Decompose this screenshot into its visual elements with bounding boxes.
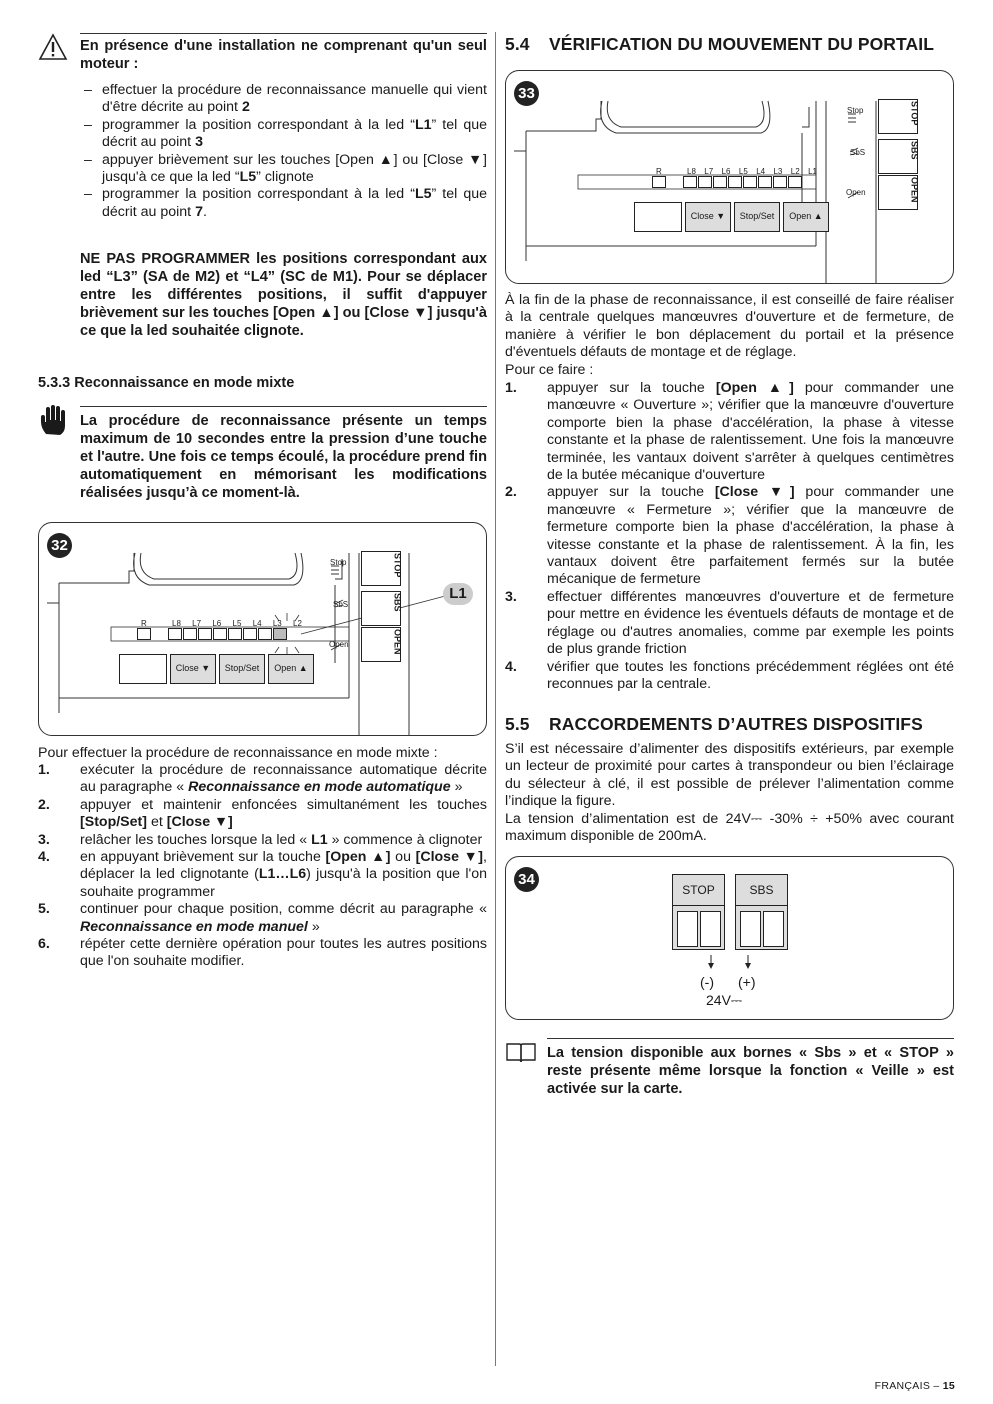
led-label: L7	[192, 619, 202, 628]
list-item: 3. relâcher les touches lorsque la led « L1 » commence à clignoter	[38, 831, 483, 848]
list-item: 2. appuyer et maintenir enfoncées simultanément les touches [Stop/Set] et [Close ▼]	[38, 796, 487, 831]
stop-set-key: Stop/Set	[219, 654, 265, 684]
led	[728, 176, 742, 188]
page-footer	[875, 1378, 955, 1395]
led-label: L2	[790, 167, 800, 176]
list-item: 2. appuyer sur la touche [Close ▼] pour commander une manœuvre « Fermeture »; vérifier que la manœuvre de fermeture comporte bien la phase d'accélération, la phase à vitesse constante et la phase de ralentissement. À la fin, les vantaux doivent être parfaitement fermés sur la butée mécanique de fermeture	[505, 484, 954, 588]
led-label-r: R	[656, 167, 662, 176]
list-item: – programmer la position correspondant à la led “L1” tel que décrit au point 3	[80, 117, 487, 152]
para-55: S’il est nécessaire d’alimenter des dispositifs extérieurs, par exemple un lecteur de proximité pour cartes à transpondeur ou bien l’éclairage du sélecteur à clé, il est possible de prélever l’alimentation comme l’indique la figure.	[505, 741, 954, 810]
list-item: 6. répéter cette dernière opération pour toutes les autres positions que l'on souhaite modifier.	[38, 936, 487, 970]
led-label: L5	[232, 619, 242, 628]
led-label: L3	[773, 167, 783, 176]
single-motor-list	[80, 82, 487, 221]
led	[243, 628, 257, 640]
list-item: 5. continuer pour chaque position, comme décrit au paragraphe « Reconnaissance en mode manuel »	[38, 901, 487, 935]
rule	[80, 406, 487, 407]
warning-icon	[38, 33, 68, 61]
footer-language: FRANÇAIS –	[874, 1380, 943, 1392]
column-divider	[495, 32, 496, 1366]
led-label: L6	[212, 619, 222, 628]
section-title-54: 5.4 VÉRIFICATION DU MOUVEMENT DU PORTAIL	[505, 34, 935, 54]
para-54b: Pour ce faire :	[505, 362, 594, 378]
led-label: L5	[738, 167, 748, 176]
blank-key	[634, 202, 682, 232]
led-r	[137, 628, 152, 640]
led-label-r: R	[141, 619, 147, 628]
input-open-label: Open	[846, 188, 866, 197]
led-label: L3	[272, 619, 282, 628]
list-item: 1. exécuter la procédure de reconnaissance automatique décrite au paragraphe « Reconnaissance en mode automatique »	[38, 762, 487, 796]
figure-33	[505, 70, 954, 284]
voltage-label: 24V⎓	[706, 992, 743, 1008]
hand-stop-icon	[38, 404, 68, 438]
rule	[80, 33, 487, 34]
led-label: L4	[756, 167, 766, 176]
close-key: Close ▼	[685, 202, 731, 232]
input-open-label: Open	[329, 640, 349, 649]
led-label: L2	[293, 619, 302, 628]
led-label: L6	[721, 167, 731, 176]
input-stop-label: Stop	[847, 106, 864, 115]
led	[683, 176, 697, 188]
close-key: Close ▼	[170, 654, 216, 684]
led	[258, 628, 272, 640]
figure-number: 34	[514, 867, 539, 892]
l1-callout: L1	[443, 583, 473, 605]
led	[213, 628, 227, 640]
terminal-sbs-label: SBS	[392, 593, 403, 612]
led	[788, 176, 802, 188]
list-item: – effectuer la procédure de reconnaissance manuelle qui vient d'être décrite au point 2	[80, 82, 487, 117]
minus-label: (-)	[700, 974, 714, 990]
led	[183, 628, 197, 640]
verification-steps	[505, 380, 954, 693]
figure-34	[505, 856, 954, 1020]
figure-32	[38, 522, 487, 736]
led	[713, 176, 727, 188]
veille-note: La tension disponible aux bornes « Sbs » et « STOP » reste présente même lorsque la fonction « Veille » est activée sur la carte.	[547, 1045, 954, 1097]
list-item: 4. vérifier que toutes les fonctions précédemment réglées ont été reconnues par la centrale.	[505, 658, 954, 692]
led	[743, 176, 757, 188]
stop-set-key: Stop/Set	[734, 202, 780, 232]
led-row	[683, 176, 803, 188]
led-label: L4	[252, 619, 262, 628]
blank-key	[119, 654, 167, 684]
led-l1-blinking	[273, 628, 287, 640]
list-item: – programmer la position correspondant à la led “L5” tel que décrit au point 7.	[80, 186, 487, 221]
warning-title: En présence d'une installation ne comprenant qu'un seul moteur :	[80, 38, 487, 72]
para-54: À la fin de la phase de reconnaissance, il est conseillé de faire réaliser à la centrale quelques manœuvres d'ouverture et de fermeture, de manière à vérifier le bon déplacement du portail et la présence d'éventuels défauts de montage et de réglage.	[505, 292, 954, 361]
list-item: 3. effectuer différentes manœuvres d'ouverture et de fermeture pour mettre en évidence les éventuels défauts de montage et de réglage ou d'autres anomalies, comme par exemple les points de plus grande friction	[505, 588, 954, 658]
led-label: L8	[687, 167, 696, 176]
open-key: Open ▲	[783, 202, 829, 232]
list-item: 1. appuyer sur la touche [Open ▲] pour commander une manœuvre « Ouverture »; vérifier que la manœuvre d'ouverture comporte bien la phase d'accélération, la phase à vitesse constante et la phase de ralentissement. Une fois la manœuvre terminée, les vantaux doivent s'arrêter à quelques centimètres de la butée mécanique d'ouverture	[505, 380, 954, 484]
input-sbs-label: SbS	[333, 600, 349, 609]
input-sbs-label: SbS	[850, 148, 866, 157]
figure-number: 32	[47, 533, 72, 558]
open-key: Open ▲	[268, 654, 314, 684]
page-number: 15	[942, 1380, 955, 1392]
led	[198, 628, 212, 640]
led-label: L8	[172, 619, 181, 628]
list-item: – appuyer brièvement sur les touches [Open ▲] ou [Close ▼] jusqu'à ce que la led “L5” clignote	[80, 152, 487, 187]
figure-number: 33	[514, 81, 539, 106]
section-title-55: 5.5 RACCORDEMENTS D’AUTRES DISPOSITIFS	[505, 714, 923, 734]
terminal-open-label: OPEN	[392, 629, 403, 655]
mixed-intro: Pour effectuer la procédure de reconnaissance en mode mixte :	[38, 745, 438, 761]
led-label: L1	[808, 167, 817, 176]
led-row	[168, 628, 288, 640]
input-stop-label: Stop	[330, 558, 347, 567]
led	[773, 176, 787, 188]
terminal-sbs-label: SBS	[909, 141, 920, 160]
terminal-sbs-label: SBS	[736, 875, 787, 906]
led	[228, 628, 242, 640]
section-title-533: 5.3.3 Reconnaissance en mode mixte	[38, 375, 295, 391]
led	[758, 176, 772, 188]
no-program-note: NE PAS PROGRAMMER les positions correspondant aux led “L3” (SA de M2) et “L4” (SC de M1). Pour se déplacer entre les différentes positions, il suffit d'appuyer brièvement sur les touches [Open ▲] ou [Close ▼] jusqu'à ce que la led souhaitée clignote.	[80, 251, 488, 339]
mixed-steps	[38, 762, 487, 971]
led	[168, 628, 182, 640]
terminal-open-label: OPEN	[909, 177, 920, 203]
list-item: 4. en appuyant brièvement sur la touche [Open ▲] ou [Close ▼], déplacer la led clignotante (L1…L6) jusqu'à la position que l'on souhaite programmer	[38, 849, 487, 900]
terminal-stop-label: STOP	[673, 875, 724, 906]
rule	[547, 1038, 954, 1039]
terminal-stop-label: STOP	[909, 101, 920, 126]
led-label: L7	[704, 167, 714, 176]
led	[698, 176, 712, 188]
time-limit-note: La procédure de reconnaissance présente un temps maximum de 10 secondes entre la pression d’une touche et l'autre. Une fois ce temps écoulé, la procédure prend fin automatiquement en mémorisant les modifications réalisées jusqu’à ce moment-là.	[80, 413, 487, 501]
led-r	[652, 176, 667, 188]
plus-label: (+)	[738, 974, 756, 990]
para-55b: La tension d’alimentation est de 24V⎓ -30% ÷ +50% avec courant maximum disponible de 200mA.	[505, 811, 954, 845]
terminal-stop-label: STOP	[392, 553, 403, 578]
book-icon	[505, 1040, 537, 1064]
